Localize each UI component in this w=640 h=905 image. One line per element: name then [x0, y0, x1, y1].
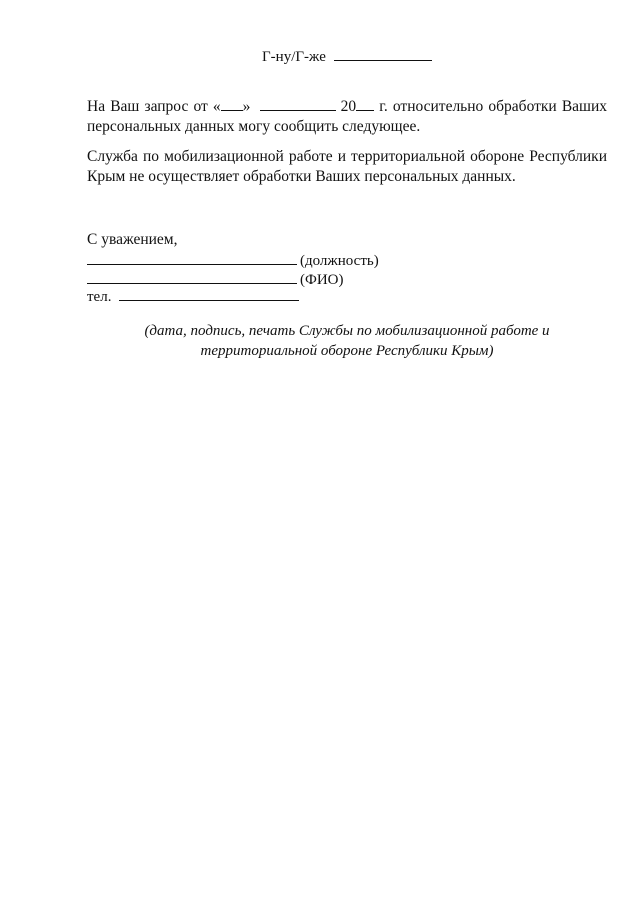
request-paragraph	[87, 96, 607, 137]
signature-note: (дата, подпись, печать Службы по мобилизационной работе и территориальной обороне Республики Крым)	[144, 323, 550, 359]
position-label: (должность)	[300, 253, 379, 269]
request-suffix: г. относительно обработки Ваших персональных данных могу сообщить следующее.	[87, 98, 608, 135]
name-blank	[87, 269, 297, 284]
day-blank	[221, 96, 243, 111]
phone-label: тел.	[87, 289, 112, 305]
year-blank	[356, 96, 374, 111]
regards-text: С уважением,	[87, 231, 178, 248]
name-label: (ФИО)	[300, 272, 344, 288]
year-prefix: 20	[340, 98, 357, 115]
position-blank	[87, 250, 297, 265]
addressee-line	[262, 46, 432, 66]
month-blank	[260, 96, 336, 111]
addressee-label: Г-ну/Г-же	[262, 49, 326, 65]
position-line	[87, 250, 379, 270]
request-prefix: На Ваш запрос от «	[87, 98, 221, 115]
phone-blank	[119, 286, 299, 301]
statement-paragraph: Служба по мобилизационной работе и территориальной обороне Республики Крым не осуществляет обработки Ваших персональных данных.	[87, 148, 607, 185]
phone-line	[87, 286, 302, 306]
request-quote-close: »	[242, 98, 251, 115]
addressee-blank	[334, 46, 432, 61]
